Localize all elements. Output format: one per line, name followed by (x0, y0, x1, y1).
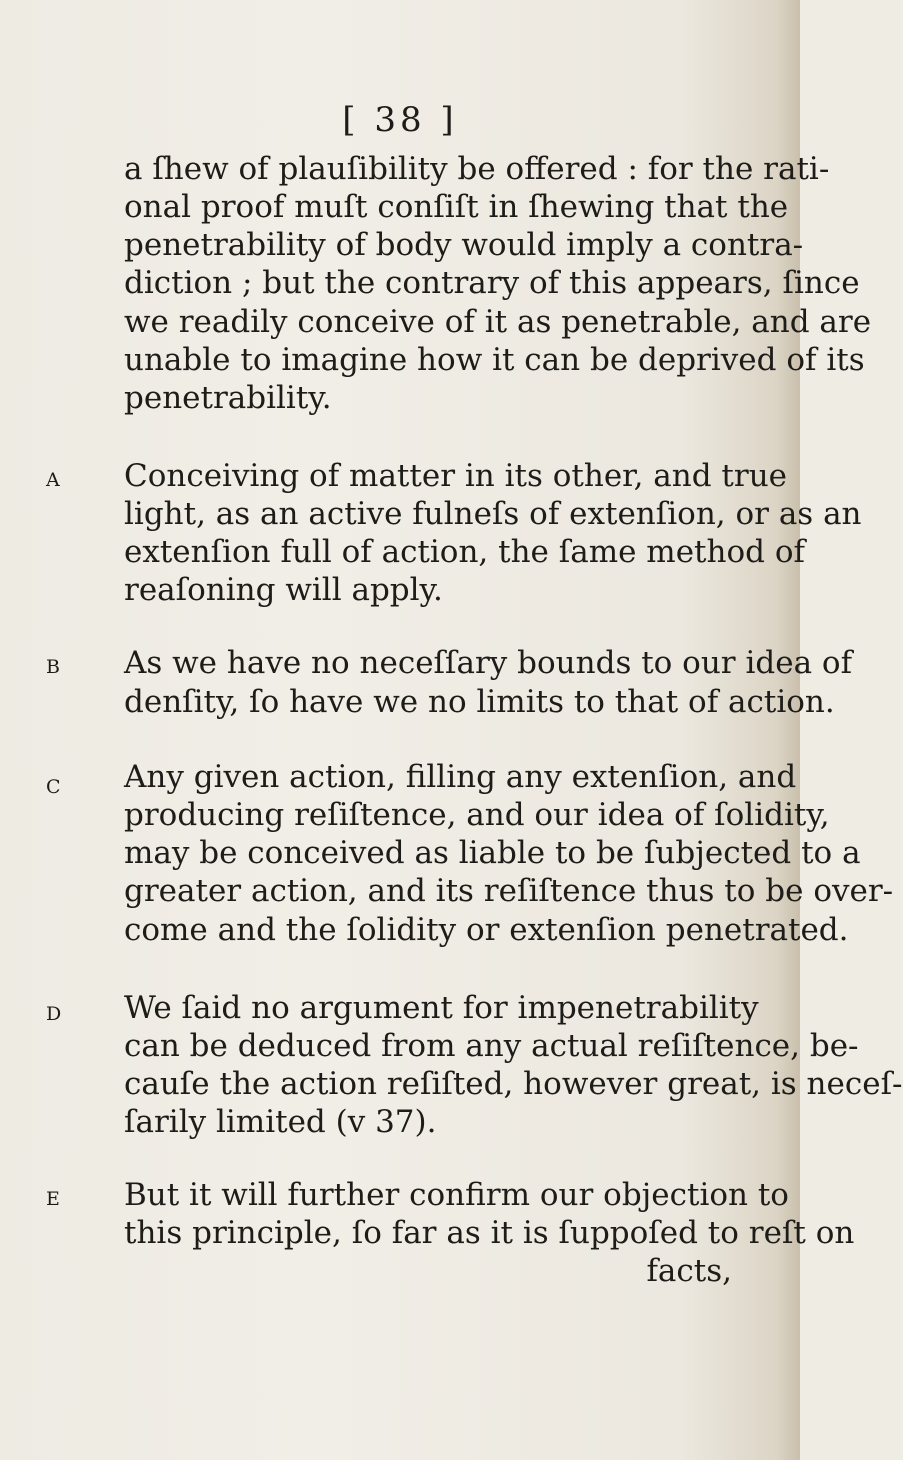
text-line: extenſion full of action, the ſame method of (124, 534, 805, 570)
text-line: may be conceived as liable to be ſubjected to a (124, 835, 861, 871)
text-line: penetrability of body would imply a contra- (124, 227, 804, 263)
text-line: come and the ſolidity or extenſion penetrated. (124, 912, 849, 948)
text-line: Any given action, filling any extenſion, and (124, 759, 797, 795)
text-line: a ſhew of plauſibility be offered : for the rati- (124, 151, 830, 187)
text-line: we readily conceive of it as penetrable, and are (124, 304, 872, 340)
margin-marker-c: C (46, 776, 62, 798)
margin-marker-b: B (46, 656, 61, 678)
text-line: ſarily limited (v 37). (124, 1104, 437, 1140)
text-line: can be deduced from any actual reſiſtence, be- (124, 1028, 859, 1064)
text-line: Conceiving of matter in its other, and true (124, 458, 788, 494)
text-line: As we have no neceſſary bounds to our idea of (124, 645, 853, 681)
catchword: facts, (646, 1253, 732, 1289)
text-line: reaſoning will apply. (124, 572, 443, 608)
margin-marker-d: D (46, 1003, 63, 1025)
text-line: unable to imagine how it can be deprived of its (124, 342, 865, 378)
text-line: We ſaid no argument for impenetrability (124, 990, 759, 1026)
margin-marker-e: E (46, 1188, 61, 1210)
margin-marker-a: A (46, 469, 61, 491)
text-line: But it will further confirm our objection to (124, 1177, 789, 1213)
text-line: onal proof muſt conſiſt in ſhewing that the (124, 189, 789, 225)
text-line: light, as an active fulneſs of extenſion, or as an (124, 496, 862, 532)
text-line: cauſe the action reſiſted, however great, is neceſ- (124, 1066, 903, 1102)
page-number-header: [ 38 ] (342, 100, 458, 140)
text-line: this principle, ſo far as it is ſuppoſed to reſt on (124, 1215, 855, 1251)
text-line: diction ; but the contrary of this appears, ſince (124, 265, 860, 301)
text-line: penetrability. (124, 380, 332, 416)
text-line: denſity, ſo have we no limits to that of action. (124, 684, 835, 720)
text-line: greater action, and its reſiſtence thus to be over- (124, 873, 894, 909)
text-line: producing reſiſtence, and our idea of ſolidity, (124, 797, 830, 833)
